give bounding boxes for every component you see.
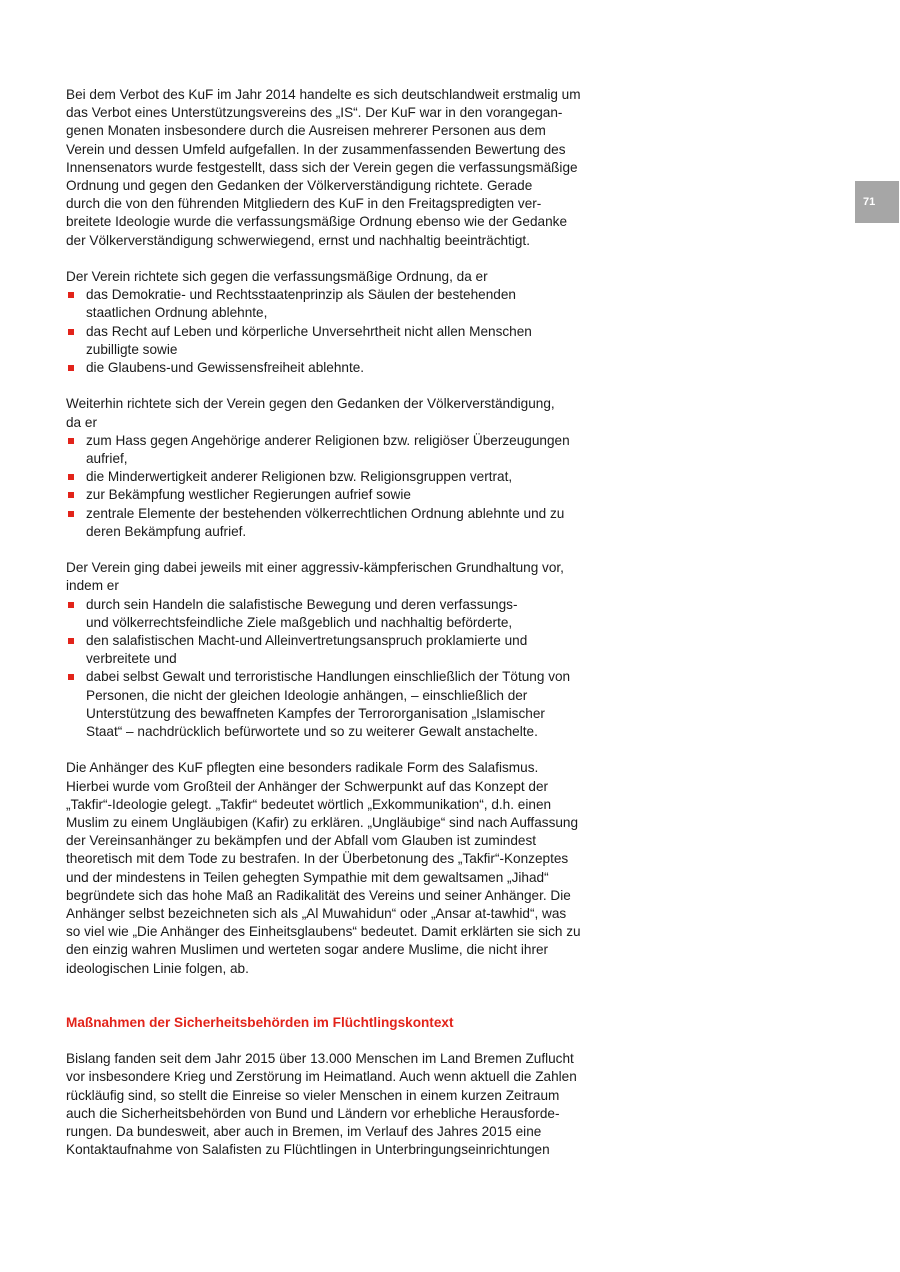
text-line: Staat“ – nachdrücklich befürwortete und so zu weiterer Gewalt anstachelte. [86,724,538,740]
text-line: die Glaubens-und Gewissensfreiheit ablehnte. [86,360,365,376]
text-line: durch sein Handeln die salafistische Bewegung und deren verfassungs- [86,596,518,612]
paragraph-takfir [66,759,626,977]
text-line: den einzig wahren Muslimen und werteten sogar andere Muslime, die nicht ihrer [66,942,549,958]
text-line: Unterstützung des bewaffneten Kampfes der Terrororganisation „Islamischer [86,705,545,721]
text-line: breitete Ideologie wurde die verfassungsmäßige Ordnung ebenso wie der Gedanke [66,214,568,230]
list-item [66,505,626,541]
list-item [66,668,626,741]
bullet-square-icon [68,438,74,444]
text-line: Bislang fanden seit dem Jahr 2015 über 13.000 Menschen im Land Bremen Zuflucht [66,1051,574,1067]
text-line: dabei selbst Gewalt und terroristische Handlungen einschließlich der Tötung von [86,669,571,685]
text-line: da er [66,414,97,430]
text-line: auch die Sicherheitsbehörden von Bund und Ländern vor erhebliche Herausforde- [66,1105,560,1121]
bullet-square-icon [68,329,74,335]
bullet-square-icon [68,474,74,480]
text-line: deren Bekämpfung aufrief. [86,523,247,539]
text-line: zubilligte sowie [86,341,178,357]
text-line: das Verbot eines Unterstützungsvereins des „IS“. Der KuF war in den vorangegan- [66,105,563,121]
text-line: Hierbei wurde vom Großteil der Anhänger der Schwerpunkt auf das Konzept der [66,778,549,794]
list-item [66,323,626,359]
paragraph-fluechtlinge [66,1050,626,1159]
list-item [66,359,626,377]
text-line: zur Bekämpfung westlicher Regierungen aufrief sowie [86,487,411,503]
section-heading: Maßnahmen der Sicherheitsbehörden im Flüchtlingskontext [66,1014,454,1030]
text-line: theoretisch mit dem Tode zu bestrafen. In der Überbetonung des „Takfir“-Konzeptes [66,851,569,867]
text-line: der Vereinsanhänger zu bekämpfen und der Abfall vom Glauben ist zumindest [66,833,537,849]
text-line: vor insbesondere Krieg und Zerstörung im Heimatland. Auch wenn aktuell die Zahlen [66,1069,577,1085]
bullet-list-ordnung [66,286,626,377]
text-line: Die Anhänger des KuF pflegten eine besonders radikale Form des Salafismus. [66,760,539,776]
paragraph-kuf-verbot [66,86,626,250]
list-item [66,286,626,322]
text-line: Der Verein ging dabei jeweils mit einer aggressiv-kämpferischen Grundhaltung vor, [66,560,564,576]
text-line: Muslim zu einem Ungläubigen (Kafir) zu erklären. „Ungläubige“ sind nach Auffassung [66,815,579,831]
text-line: Anhänger selbst bezeichneten sich als „Al Muwahidun“ oder „Ansar at-tawhid“, was [66,906,567,922]
text-line: das Recht auf Leben und körperliche Unversehrtheit nicht allen Menschen [86,323,532,339]
bullet-square-icon [68,365,74,371]
text-line: genen Monaten insbesondere durch die Ausreisen mehrerer Personen aus dem [66,123,546,139]
text-line: zentrale Elemente der bestehenden völkerrechtlichen Ordnung ablehnte und zu [86,505,565,521]
text-line: das Demokratie- und Rechtsstaatenprinzip als Säulen der bestehenden [86,287,516,303]
text-line: so viel wie „Die Anhänger des Einheitsglaubens“ bedeutet. Damit erklärten sie sich zu [66,924,581,940]
bullet-list-grundhaltung [66,596,626,742]
paragraph-ordnung-intro [66,268,626,286]
text-line: die Minderwertigkeit anderer Religionen bzw. Religionsgruppen vertrat, [86,469,513,485]
text-line: rungen. Da bundesweit, aber auch in Bremen, im Verlauf des Jahres 2015 eine [66,1124,542,1140]
list-item [66,486,626,504]
text-line: Verein und dessen Umfeld aufgefallen. In der zusammenfassenden Bewertung des [66,141,566,157]
list-item [66,432,626,468]
text-line: staatlichen Ordnung ablehnte, [86,305,268,321]
bullet-square-icon [68,292,74,298]
list-item [66,596,626,632]
text-line: rückläufig sind, so stellt die Einreise so vieler Menschen in einem kurzen Zeitraum [66,1087,560,1103]
text-line: und der mindestens in Teilen gehegten Sympathie mit dem gewaltsamen „Jihad“ [66,869,549,885]
text-line: Ordnung und gegen den Gedanken der Völkerverständigung richtete. Gerade [66,178,533,194]
text-line: begründete sich das hohe Maß an Radikalität des Vereins und seiner Anhänger. Die [66,887,571,903]
text-line: Weiterhin richtete sich der Verein gegen den Gedanken der Völkerverständigung, [66,396,555,412]
text-line: Der Verein richtete sich gegen die verfassungsmäßige Ordnung, da er [66,269,488,285]
text-line: verbreitete und [86,651,177,667]
text-line: den salafistischen Macht-und Alleinvertretungsanspruch proklamierte und [86,633,528,649]
text-line: Innensenators wurde festgestellt, dass sich der Verein gegen die verfassungsmäßige [66,159,578,175]
text-line: durch die von den führenden Mitgliedern des KuF in den Freitagspredigten ver- [66,196,542,212]
text-line: Bei dem Verbot des KuF im Jahr 2014 handelte es sich deutschlandweit erstmalig um [66,87,581,102]
list-item [66,468,626,486]
paragraph-grundhaltung-intro [66,559,626,595]
text-line: zum Hass gegen Angehörige anderer Religionen bzw. religiöser Überzeugungen [86,432,570,448]
paragraph-voelkerverstaendigung-intro [66,395,626,431]
text-line: Personen, die nicht der gleichen Ideologie anhängen, – einschließlich der [86,687,528,703]
text-line: „Takfir“-Ideologie gelegt. „Takfir“ bedeutet wörtlich „Exkommunikation“, d.h. einen [66,796,552,812]
bullet-square-icon [68,638,74,644]
bullet-square-icon [68,511,74,517]
bullet-square-icon [68,602,74,608]
bullet-list-voelkerverstaendigung [66,432,626,541]
document-body [66,86,626,1178]
text-line: und völkerrechtsfeindliche Ziele maßgeblich und nachhaltig beförderte, [86,614,513,630]
bullet-square-icon [68,674,74,680]
bullet-square-icon [68,492,74,498]
text-line: ideologischen Linie folgen, ab. [66,960,249,976]
text-line: indem er [66,578,119,594]
text-line: Kontaktaufnahme von Salafisten zu Flüchtlingen in Unterbringungseinrichtungen [66,1142,550,1158]
list-item [66,632,626,668]
page-number-tab: 71 [855,181,899,223]
text-line: der Völkerverständigung schwerwiegend, ernst und nachhaltig beeinträchtigt. [66,232,530,248]
text-line: aufrief, [86,451,128,467]
